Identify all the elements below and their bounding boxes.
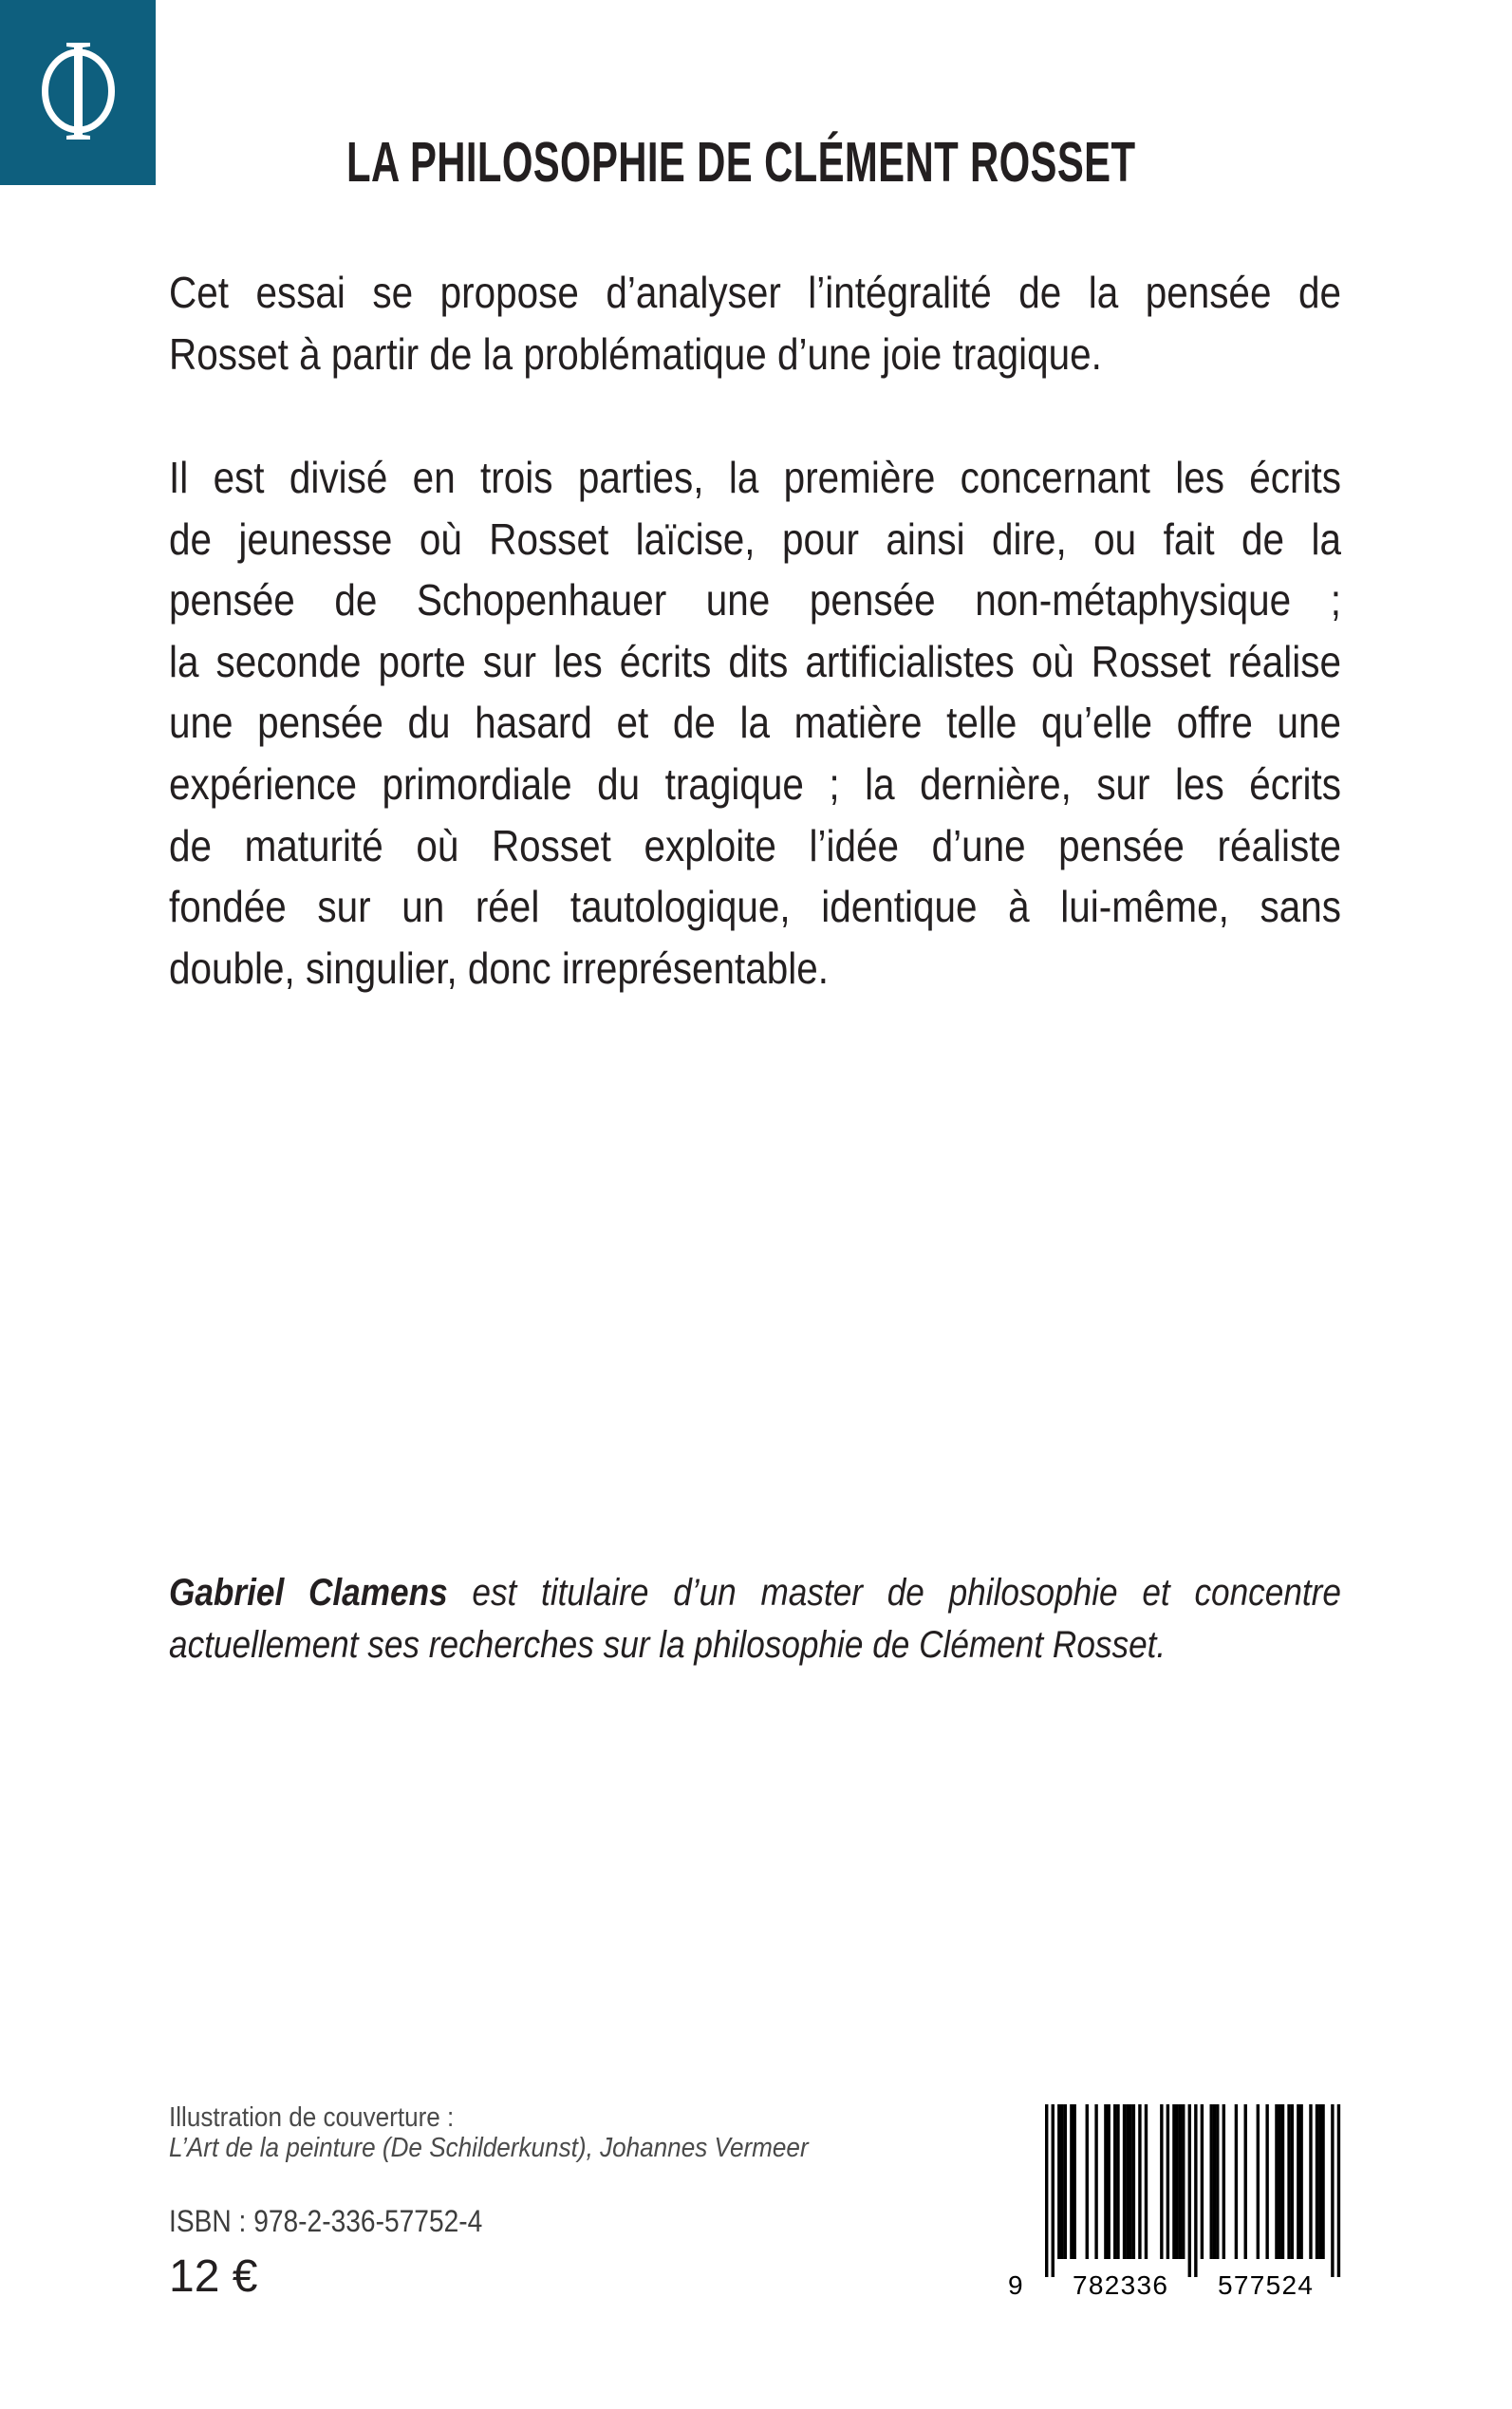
text-line: la seconde porte sur les écrits dits artificialistes où Rosset réalise	[169, 636, 1341, 686]
bio-line-1	[169, 1567, 1341, 1619]
credits-label: Illustration de couverture :	[169, 2102, 455, 2133]
svg-text:782336: 782336	[1073, 2270, 1167, 2300]
bio-text: est titulaire d’un master de philosophie et concentre	[447, 1572, 1341, 1614]
barcode-icon	[997, 2088, 1357, 2306]
text-line: une pensée du hasard et de la matière telle qu’elle offre une	[169, 698, 1341, 748]
cover-credits	[169, 2102, 879, 2163]
text-line: pensée de Schopenhauer une pensée non-métaphysique ;	[169, 575, 1341, 626]
summary-paragraph-1	[169, 262, 1341, 384]
phi-icon	[38, 38, 119, 144]
isbn: ISBN : 978-2-336-57752-4	[169, 2204, 483, 2238]
text-line: fondée sur un réel tautologique, identique à lui-même, sans	[169, 882, 1341, 932]
author-bio	[169, 1567, 1341, 1671]
ean13-barcode	[997, 2088, 1357, 2306]
text-line: expérience primordiale du tragique ; la dernière, sur les écrits	[169, 758, 1341, 809]
book-title: LA PHILOSOPHIE DE CLÉMENT ROSSET	[346, 131, 1136, 194]
text-line: de jeunesse où Rosset laïcise, pour ainsi dire, ou fait de la	[169, 514, 1341, 564]
text-line: Il est divisé en trois parties, la première concernant les écrits	[169, 453, 1341, 502]
author-name: Gabriel Clamens	[169, 1572, 448, 1614]
bio-line-2: actuellement ses recherches sur la philosophie de Clément Rosset.	[169, 1624, 1167, 1666]
summary-paragraph-2	[169, 447, 1341, 999]
text-line: double, singulier, donc irreprésentable.	[169, 943, 830, 993]
text-line: Rosset à partir de la problématique d’une joie tragique.	[169, 328, 1102, 379]
publisher-logo	[0, 0, 156, 185]
svg-text:9: 9	[1008, 2270, 1023, 2300]
text-line: Cet essai se propose d’analyser l’intégralité de la pensée de	[169, 268, 1341, 317]
credits-work: L’Art de la peinture (De Schilderkunst), Johannes Vermeer	[169, 2133, 809, 2163]
text-line: de maturité où Rosset exploite l’idée d’une pensée réaliste	[169, 820, 1341, 870]
price: 12 €	[169, 2251, 258, 2302]
book-title-container	[346, 132, 1168, 193]
svg-text:577524: 577524	[1218, 2270, 1313, 2300]
